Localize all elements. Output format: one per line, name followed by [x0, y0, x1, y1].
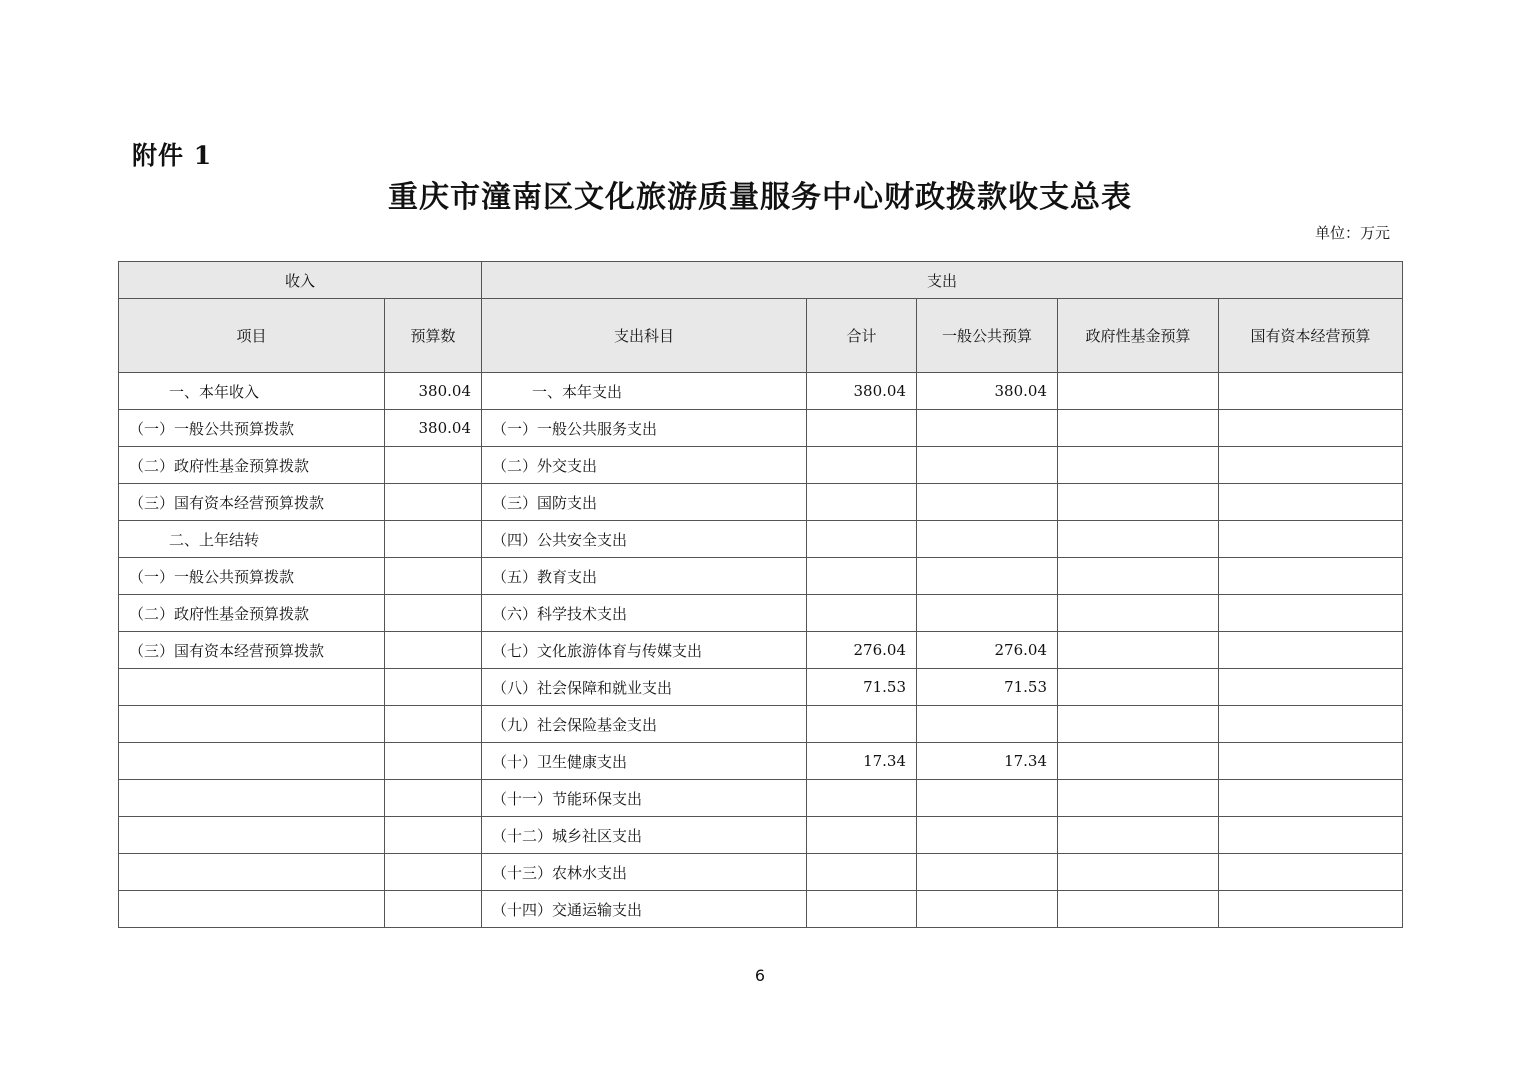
cell-subject: （九）社会保险基金支出 [482, 706, 807, 743]
cell-fund [1058, 854, 1219, 891]
cell-subject: （八）社会保障和就业支出 [482, 669, 807, 706]
cell-item [119, 780, 385, 817]
cell-total [807, 854, 917, 891]
cell-budget [385, 891, 482, 928]
cell-total [807, 817, 917, 854]
cell-budget [385, 780, 482, 817]
cell-total: 71.53 [807, 669, 917, 706]
page-number: 6 [754, 966, 766, 985]
cell-item: （一）一般公共预算拨款 [119, 410, 385, 447]
cell-fund [1058, 669, 1219, 706]
cell-state [1219, 669, 1403, 706]
cell-budget [385, 558, 482, 595]
cell-fund [1058, 780, 1219, 817]
cell-subject: （七）文化旅游体育与传媒支出 [482, 632, 807, 669]
cell-budget [385, 706, 482, 743]
cell-subject: （十三）农林水支出 [482, 854, 807, 891]
cell-budget [385, 669, 482, 706]
cell-total [807, 558, 917, 595]
cell-fund [1058, 447, 1219, 484]
cell-total [807, 410, 917, 447]
cell-state [1219, 891, 1403, 928]
expense-header: 支出 [482, 262, 1403, 299]
cell-total [807, 595, 917, 632]
cell-fund [1058, 558, 1219, 595]
cell-state [1219, 595, 1403, 632]
col-general-header: 一般公共预算 [917, 299, 1058, 373]
cell-item [119, 743, 385, 780]
cell-total [807, 780, 917, 817]
cell-budget: 380.04 [385, 373, 482, 410]
cell-total: 380.04 [807, 373, 917, 410]
cell-total: 17.34 [807, 743, 917, 780]
cell-state [1219, 632, 1403, 669]
attachment-label: 附件 1 [132, 141, 213, 170]
cell-general [917, 817, 1058, 854]
cell-subject: （十二）城乡社区支出 [482, 817, 807, 854]
table-row [119, 410, 1403, 447]
income-header: 收入 [119, 262, 482, 299]
cell-budget [385, 447, 482, 484]
cell-general [917, 447, 1058, 484]
header-row-columns [119, 299, 1403, 373]
table-row [119, 558, 1403, 595]
cell-fund [1058, 817, 1219, 854]
cell-fund [1058, 410, 1219, 447]
col-state-header: 国有资本经营预算 [1219, 299, 1403, 373]
cell-total [807, 891, 917, 928]
cell-general [917, 410, 1058, 447]
cell-total [807, 447, 917, 484]
cell-fund [1058, 632, 1219, 669]
cell-state [1219, 410, 1403, 447]
cell-state [1219, 743, 1403, 780]
budget-table [118, 261, 1403, 928]
table-row [119, 854, 1403, 891]
cell-state [1219, 854, 1403, 891]
cell-budget [385, 595, 482, 632]
cell-general: 380.04 [917, 373, 1058, 410]
cell-budget [385, 817, 482, 854]
table-row [119, 706, 1403, 743]
cell-item: （二）政府性基金预算拨款 [119, 447, 385, 484]
cell-subject: （三）国防支出 [482, 484, 807, 521]
cell-general [917, 595, 1058, 632]
table-row [119, 632, 1403, 669]
table-row [119, 817, 1403, 854]
table-row [119, 373, 1403, 410]
cell-fund [1058, 706, 1219, 743]
cell-state [1219, 558, 1403, 595]
cell-fund [1058, 743, 1219, 780]
cell-budget [385, 854, 482, 891]
table-row [119, 484, 1403, 521]
cell-budget: 380.04 [385, 410, 482, 447]
cell-budget [385, 521, 482, 558]
cell-budget [385, 632, 482, 669]
cell-state [1219, 484, 1403, 521]
cell-subject: （十四）交通运输支出 [482, 891, 807, 928]
cell-general [917, 780, 1058, 817]
cell-fund [1058, 595, 1219, 632]
cell-item: 二、上年结转 [119, 521, 385, 558]
cell-item: （二）政府性基金预算拨款 [119, 595, 385, 632]
cell-state [1219, 817, 1403, 854]
cell-item [119, 891, 385, 928]
cell-item: （三）国有资本经营预算拨款 [119, 632, 385, 669]
cell-subject: （四）公共安全支出 [482, 521, 807, 558]
cell-budget [385, 743, 482, 780]
cell-total [807, 521, 917, 558]
cell-fund [1058, 484, 1219, 521]
cell-state [1219, 373, 1403, 410]
cell-general [917, 891, 1058, 928]
budget-table-body [119, 262, 1403, 928]
col-subject-header: 支出科目 [482, 299, 807, 373]
cell-subject: 一、本年支出 [482, 373, 807, 410]
cell-general [917, 521, 1058, 558]
col-total-header: 合计 [807, 299, 917, 373]
cell-subject: （十一）节能环保支出 [482, 780, 807, 817]
cell-item [119, 817, 385, 854]
cell-item [119, 669, 385, 706]
cell-state [1219, 706, 1403, 743]
table-row [119, 743, 1403, 780]
header-row-groups [119, 262, 1403, 299]
cell-state [1219, 780, 1403, 817]
cell-general [917, 558, 1058, 595]
cell-state [1219, 447, 1403, 484]
cell-item [119, 706, 385, 743]
table-row [119, 780, 1403, 817]
col-fund-header: 政府性基金预算 [1058, 299, 1219, 373]
cell-item: （一）一般公共预算拨款 [119, 558, 385, 595]
cell-general [917, 706, 1058, 743]
cell-subject: （一）一般公共服务支出 [482, 410, 807, 447]
cell-fund [1058, 373, 1219, 410]
col-budget-header: 预算数 [385, 299, 482, 373]
table-row [119, 891, 1403, 928]
cell-general: 17.34 [917, 743, 1058, 780]
cell-fund [1058, 521, 1219, 558]
cell-total [807, 706, 917, 743]
unit-label: 单位：万元 [1314, 224, 1390, 242]
cell-item: 一、本年收入 [119, 373, 385, 410]
cell-subject: （十）卫生健康支出 [482, 743, 807, 780]
cell-subject: （二）外交支出 [482, 447, 807, 484]
col-item-header: 项目 [119, 299, 385, 373]
table-row [119, 669, 1403, 706]
cell-general [917, 854, 1058, 891]
table-row [119, 595, 1403, 632]
cell-general: 71.53 [917, 669, 1058, 706]
cell-subject: （六）科学技术支出 [482, 595, 807, 632]
cell-general: 276.04 [917, 632, 1058, 669]
cell-subject: （五）教育支出 [482, 558, 807, 595]
table-row [119, 521, 1403, 558]
table-row [119, 447, 1403, 484]
cell-general [917, 484, 1058, 521]
cell-fund [1058, 891, 1219, 928]
cell-total: 276.04 [807, 632, 917, 669]
cell-state [1219, 521, 1403, 558]
cell-item: （三）国有资本经营预算拨款 [119, 484, 385, 521]
cell-total [807, 484, 917, 521]
cell-item [119, 854, 385, 891]
cell-budget [385, 484, 482, 521]
page-title: 重庆市潼南区文化旅游质量服务中心财政拨款收支总表 [388, 180, 1132, 215]
